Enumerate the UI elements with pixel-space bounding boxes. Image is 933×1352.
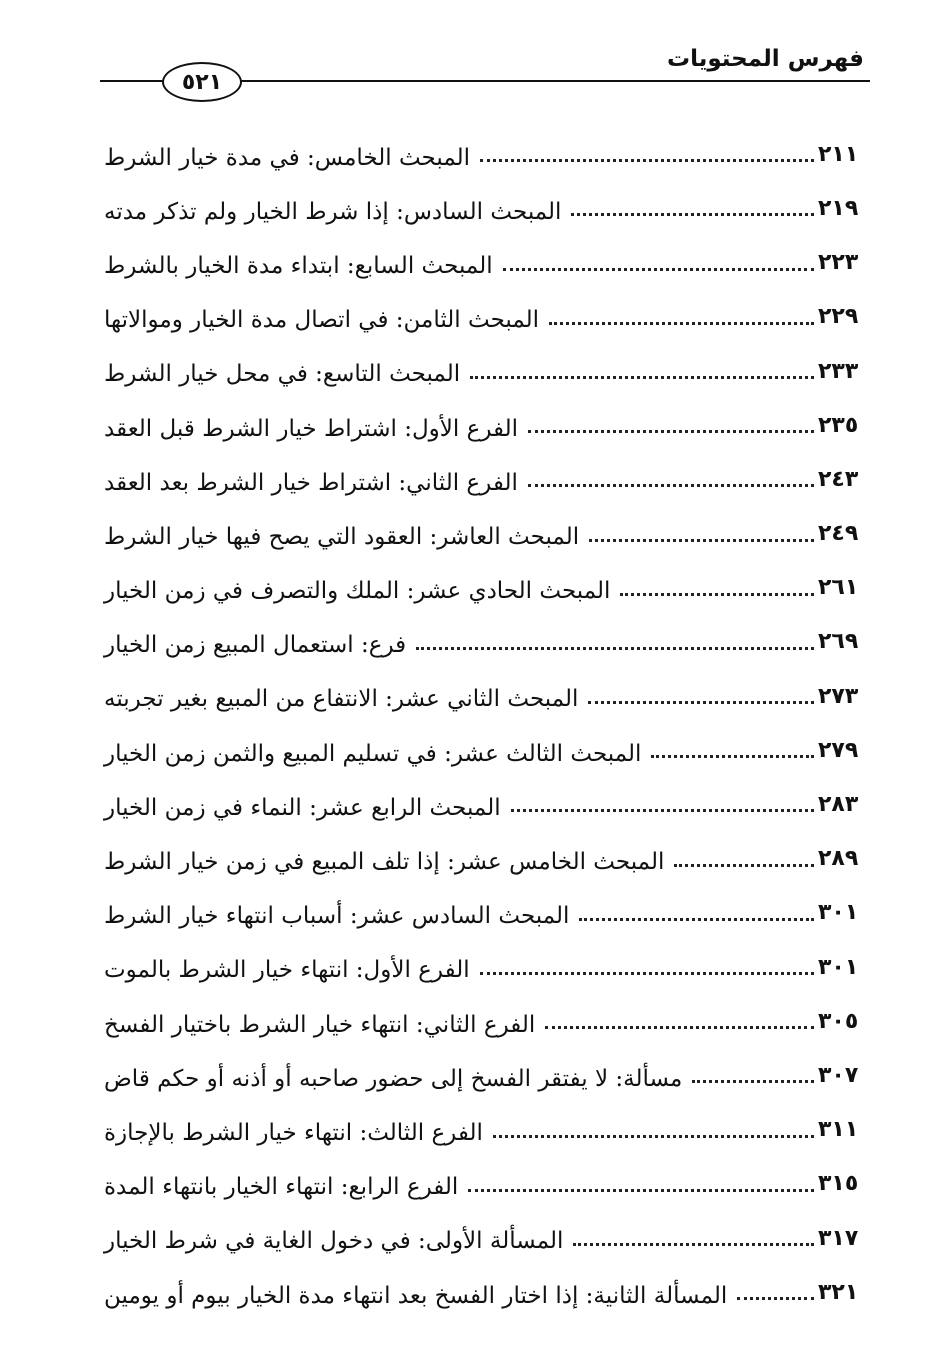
toc-entry-page: ٣٠٧ <box>818 1062 859 1088</box>
dot-leader <box>737 1297 814 1300</box>
toc-entry[interactable] <box>100 1202 866 1256</box>
toc-entry-page: ٢٣٣ <box>818 358 859 384</box>
toc-entry[interactable] <box>100 985 866 1039</box>
dot-leader <box>493 1135 814 1138</box>
toc-entry-title: الفرع الأول: انتهاء خيار الشرط بالموت <box>104 957 470 984</box>
toc-entry[interactable] <box>100 118 866 172</box>
dot-leader <box>579 918 814 921</box>
toc-entry-page: ٢٦١ <box>818 575 859 601</box>
dot-leader <box>480 159 814 162</box>
toc-entry-title: المبحث الخامس: في مدة خيار الشرط <box>104 144 471 171</box>
dot-leader <box>528 430 814 433</box>
toc-entry-title: المبحث الرابع عشر: النماء في زمن الخيار <box>104 794 501 821</box>
toc-entry[interactable] <box>100 931 866 985</box>
toc-entry[interactable] <box>100 552 866 606</box>
toc-entry[interactable] <box>100 1148 866 1202</box>
toc-entry-title: المبحث الثاني عشر: الانتفاع من المبيع بغير تجربته <box>104 686 579 713</box>
toc-entry-page: ٢١٩ <box>818 195 859 221</box>
toc-entry-title: المبحث التاسع: في محل خيار الشرط <box>104 361 461 388</box>
toc-entry-title: الفرع الثالث: انتهاء خيار الشرط بالإجازة <box>104 1119 483 1146</box>
toc-entry[interactable] <box>100 1256 866 1310</box>
running-title: فهرس المحتويات <box>666 46 864 72</box>
toc-entry-page: ٣٢١ <box>818 1279 859 1305</box>
toc-entry-page: ٢٢٩ <box>818 304 859 330</box>
toc-entry[interactable] <box>100 443 866 497</box>
dot-leader <box>573 1243 814 1246</box>
table-of-contents <box>100 118 866 1310</box>
toc-entry-title: المبحث السادس عشر: أسباب انتهاء خيار الشرط <box>104 903 570 930</box>
toc-entry[interactable] <box>100 497 866 551</box>
toc-entry-page: ٣١٧ <box>818 1225 859 1251</box>
toc-entry[interactable] <box>100 714 866 768</box>
dot-leader <box>589 539 814 542</box>
toc-entry-page: ٢٦٩ <box>818 629 859 655</box>
toc-entry-title: الفرع الرابع: انتهاء الخيار بانتهاء المدة <box>104 1174 459 1201</box>
toc-entry-page: ٢٧٣ <box>818 683 859 709</box>
toc-entry[interactable] <box>100 335 866 389</box>
dot-leader <box>692 1080 814 1083</box>
dot-leader <box>416 647 814 650</box>
dot-leader <box>620 593 814 596</box>
page-number-oval <box>162 62 242 102</box>
toc-entry-title: المبحث الحادي عشر: الملك والتصرف في زمن الخيار <box>104 578 611 605</box>
page-header <box>100 40 870 100</box>
toc-entry-title: مسألة: لا يفتقر الفسخ إلى حضور صاحبه أو أذنه أو حكم قاض <box>104 1065 683 1092</box>
dot-leader <box>545 1026 814 1029</box>
toc-entry-page: ٢٤٩ <box>818 521 859 547</box>
toc-entry-title: المبحث الخامس عشر: إذا تلف المبيع في زمن خيار الشرط <box>104 849 665 876</box>
toc-entry-page: ٢٧٩ <box>818 737 859 763</box>
toc-entry-page: ٣١٥ <box>818 1171 859 1197</box>
toc-entry-page: ٢٨٩ <box>818 846 859 872</box>
toc-entry-title: المبحث الثامن: في اتصال مدة الخيار وموالاتها <box>104 307 540 334</box>
toc-entry[interactable] <box>100 172 866 226</box>
toc-entry[interactable] <box>100 768 866 822</box>
toc-entry[interactable] <box>100 226 866 280</box>
toc-entry-title: فرع: استعمال المبيع زمن الخيار <box>104 632 407 659</box>
toc-entry-title: المبحث الثالث عشر: في تسليم المبيع والثمن زمن الخيار <box>104 740 642 767</box>
dot-leader <box>651 755 814 758</box>
toc-entry[interactable] <box>100 606 866 660</box>
toc-entry-title: الفرع الثاني: انتهاء خيار الشرط باختيار الفسخ <box>104 1011 536 1038</box>
toc-entry-title: الفرع الثاني: اشتراط خيار الشرط بعد العقد <box>104 469 518 496</box>
toc-entry-title: المبحث السابع: ابتداء مدة الخيار بالشرط <box>104 252 493 279</box>
dot-leader <box>674 864 814 867</box>
toc-entry[interactable] <box>100 877 866 931</box>
toc-entry[interactable] <box>100 1093 866 1147</box>
toc-entry-page: ٣٠١ <box>818 900 859 926</box>
toc-entry-title: المسألة الثانية: إذا اختار الفسخ بعد انتهاء مدة الخيار بيوم أو يومين <box>104 1282 728 1309</box>
toc-entry[interactable] <box>100 660 866 714</box>
toc-entry[interactable] <box>100 822 866 876</box>
toc-entry-page: ٢٨٣ <box>818 792 859 818</box>
dot-leader <box>571 213 814 216</box>
toc-entry-page: ٢٣٥ <box>818 412 859 438</box>
toc-entry-title: المبحث العاشر: العقود التي يصح فيها خيار الشرط <box>104 523 580 550</box>
dot-leader <box>480 972 814 975</box>
toc-entry-page: ٣٠١ <box>818 954 859 980</box>
dot-leader <box>503 268 814 271</box>
toc-entry-page: ٢١١ <box>818 141 859 167</box>
toc-entry-title: الفرع الأول: اشتراط خيار الشرط قبل العقد <box>104 415 519 442</box>
toc-entry-title: المبحث السادس: إذا شرط الخيار ولم تذكر مدته <box>104 198 562 225</box>
toc-entry-page: ٣١١ <box>818 1117 859 1143</box>
toc-entry-page: ٢٢٣ <box>818 250 859 276</box>
toc-entry-title: المسألة الأولى: في دخول الغاية في شرط الخيار <box>104 1228 564 1255</box>
page-number: ٥٢١ <box>181 69 223 95</box>
toc-entry[interactable] <box>100 1039 866 1093</box>
dot-leader <box>588 701 814 704</box>
toc-entry-page: ٢٤٣ <box>818 466 859 492</box>
dot-leader <box>470 376 814 379</box>
toc-entry[interactable] <box>100 281 866 335</box>
toc-entry[interactable] <box>100 389 866 443</box>
dot-leader <box>549 322 814 325</box>
dot-leader <box>468 1189 814 1192</box>
toc-entry-page: ٣٠٥ <box>818 1008 859 1034</box>
dot-leader <box>528 484 814 487</box>
dot-leader <box>511 809 814 812</box>
